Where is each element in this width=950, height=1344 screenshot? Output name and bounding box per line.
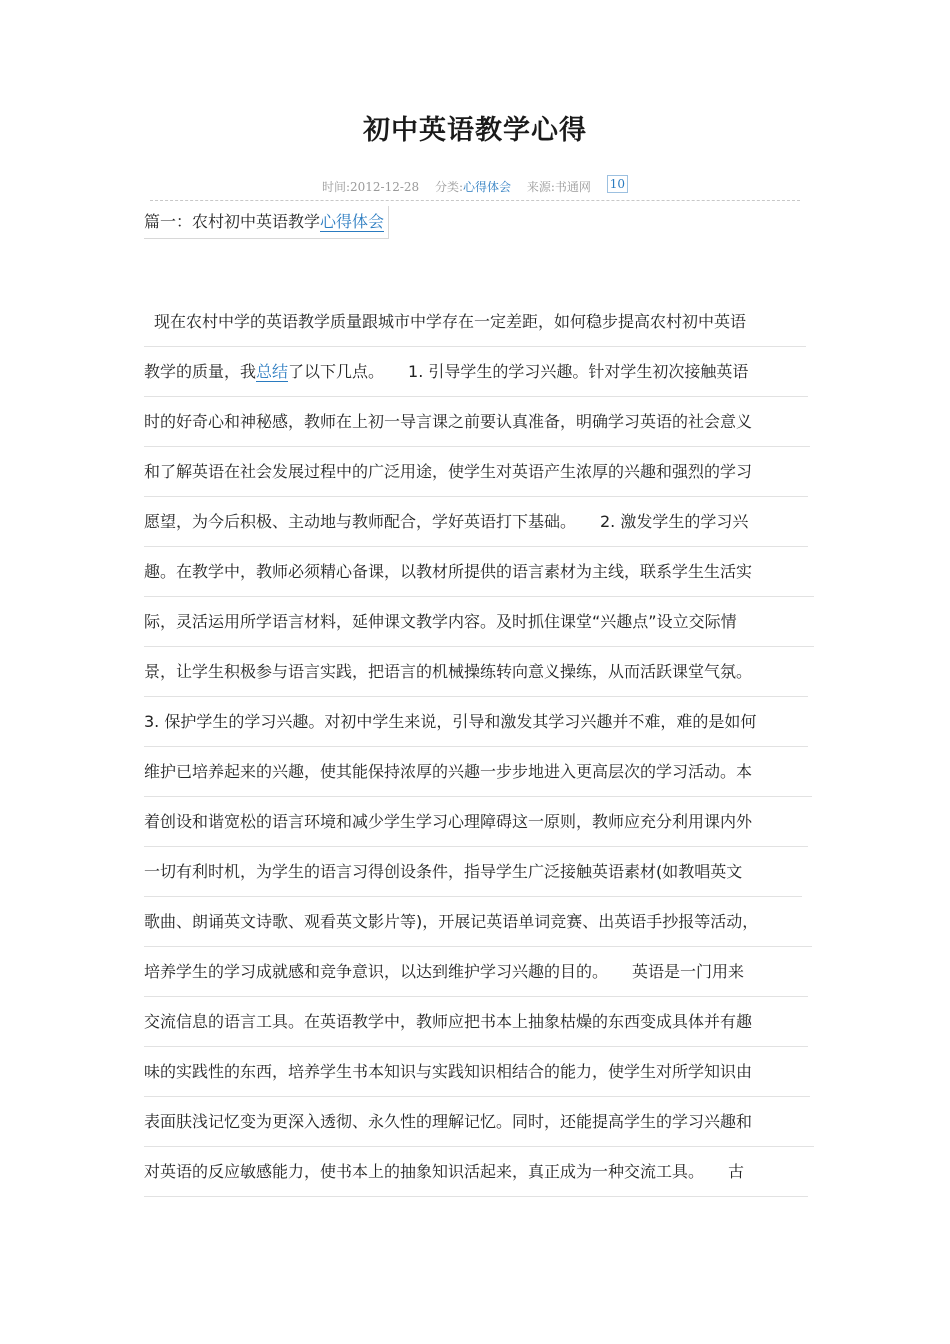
article-body	[144, 297, 824, 1197]
category-info	[435, 180, 511, 194]
body-line: 和了解英语在社会发展过程中的广泛用途，使学生对英语产生浓厚的兴趣和强烈的学习	[144, 447, 808, 497]
section-heading	[144, 206, 389, 239]
category-link[interactable]: 心得体会	[463, 180, 512, 194]
category-prefix: 分类:	[435, 180, 464, 194]
body-line: 表面肤浅记忆变为更深入透彻、永久性的理解记忆。同时，还能提高学生的学习兴趣和	[144, 1097, 814, 1147]
body-line: 着创设和谐宽松的语言环境和减少学生学习心理障碍这一原则，教师应充分利用课内外	[144, 797, 808, 847]
section-heading-link[interactable]: 心得体会	[320, 212, 385, 231]
body-line: 一切有利时机，为学生的语言习得创设条件，指导学生广泛接触英语素材(如教唱英文	[144, 847, 802, 897]
body-text: 教学的质量，我	[144, 362, 257, 381]
body-line: 愿望，为今后积极、主动地与教师配合，学好英语打下基础。 2. 激发学生的学习兴	[144, 497, 808, 547]
body-line: 景，让学生积极参与语言实践，把语言的机械操练转向意义操练，从而活跃课堂气氛。	[144, 647, 808, 697]
body-line	[144, 347, 808, 397]
section-heading-prefix: 篇一：农村初中英语教学	[144, 212, 321, 231]
body-line: 对英语的反应敏感能力，使书本上的抽象知识活起来，真正成为一种交流工具。 古	[144, 1147, 808, 1197]
body-line: 际，灵活运用所学语言材料，延伸课文教学内容。及时抓住课堂“兴趣点”设立交际情	[144, 597, 814, 647]
body-line: 时的好奇心和神秘感，教师在上初一导言课之前要认真准备，明确学习英语的社会意义	[144, 397, 810, 447]
body-line: 趣。在教学中，教师必须精心备课，以教材所提供的语言素材为主线，联系学生生活实	[144, 547, 814, 597]
body-line: 培养学生的学习成就感和竞争意识，以达到维护学习兴趣的目的。 英语是一门用来	[144, 947, 808, 997]
body-line: 歌曲、朗诵英文诗歌、观看英文影片等)，开展记英语单词竞赛、出英语手抄报等活动，	[144, 897, 812, 947]
body-line: 3. 保护学生的学习兴趣。对初中学生来说，引导和激发其学习兴趣并不难，难的是如何	[144, 697, 808, 747]
page-title: 初中英语教学心得	[363, 115, 587, 146]
body-line: 味的实践性的东西，培养学生书本知识与实践知识相结合的能力，使学生对所学知识由	[144, 1047, 810, 1097]
body-text: 了以下几点。 1. 引导学生的学习兴趣。针对学生初次接触英语	[288, 362, 749, 381]
publish-time: 时间:2012-12-28	[321, 180, 420, 194]
body-line: 交流信息的语言工具。在英语教学中，教师应把书本上抽象枯燥的东西变成具体并有趣	[144, 997, 808, 1047]
summary-link[interactable]: 总结	[256, 362, 289, 381]
body-line: 维护已培养起来的兴趣，使其能保持浓厚的兴趣一步步地进入更高层次的学习活动。本	[144, 747, 812, 797]
view-count-badge: 10	[607, 175, 628, 193]
body-line: 现在农村中学的英语教学质量跟城市中学存在一定差距，如何稳步提高农村初中英语	[144, 297, 806, 347]
article-meta	[150, 178, 800, 201]
source-info: 来源:书通网	[526, 180, 591, 194]
